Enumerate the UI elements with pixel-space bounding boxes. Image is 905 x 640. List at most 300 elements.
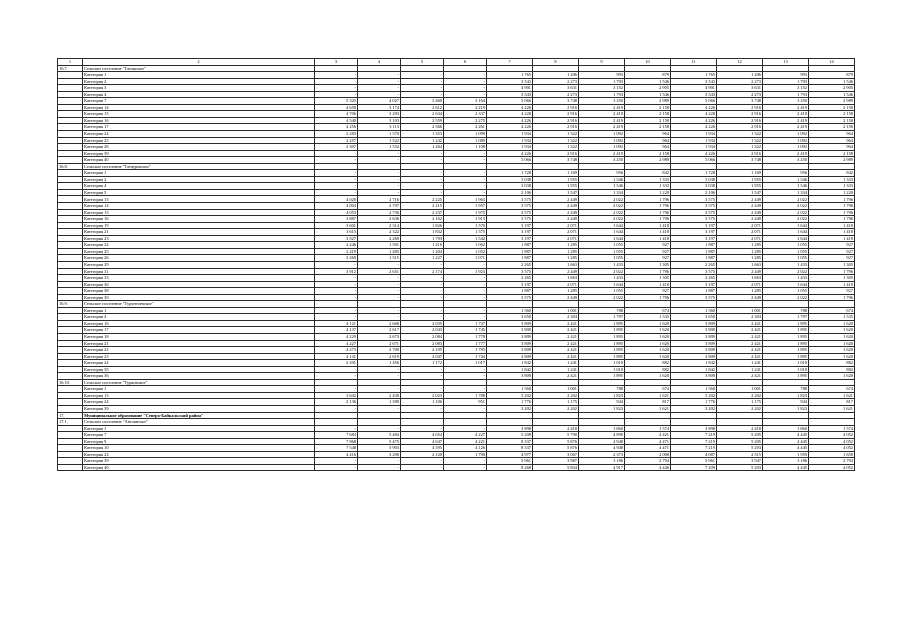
tariff-value: 1 887	[671, 288, 717, 295]
category-name: Категория 13	[83, 196, 315, 203]
tariff-value: 1 796	[809, 294, 855, 301]
category-name: Категория 14	[83, 104, 315, 111]
tariff-value: 1 560	[671, 307, 717, 314]
tariff-value: 2 449	[533, 209, 579, 216]
tariff-value: 2 035	[401, 320, 444, 327]
tariff-value: 1 305	[625, 275, 671, 282]
tariff-value: 2 307	[315, 144, 358, 151]
tariff-value: 3 293	[358, 111, 401, 118]
tariff-value: -	[315, 150, 358, 157]
tariff-value: 1 832	[401, 229, 444, 236]
category-name: Категория 1	[83, 425, 315, 432]
tariff-value: -	[401, 189, 444, 196]
tariff-value: 7 684	[315, 432, 358, 439]
tariff-value: 2 449	[717, 196, 763, 203]
tariff-value: 5 066	[671, 157, 717, 164]
tariff-value: 2 273	[717, 91, 763, 98]
tariff-value: 1 663	[717, 261, 763, 268]
tariff-value: 1 663	[533, 275, 579, 282]
tariff-value: 2 449	[717, 268, 763, 275]
tariff-value: 3 575	[487, 209, 533, 216]
tariff-value: 1 546	[809, 78, 855, 85]
tariff-value: -	[358, 294, 401, 301]
tariff-value: 3 575	[487, 268, 533, 275]
tariff-value: -	[401, 307, 444, 314]
tariff-value: 2 022	[579, 196, 625, 203]
tariff-value: 1 620	[625, 320, 671, 327]
tariff-value: 2 566	[401, 124, 444, 131]
tariff-value: 7 209	[671, 464, 717, 471]
tariff-value: 817	[809, 399, 855, 406]
tariff-value: 1 456	[358, 360, 401, 367]
tariff-value: -	[315, 183, 358, 190]
tariff-value: -	[315, 386, 358, 393]
tariff-value: 1 017	[444, 360, 487, 367]
tariff-value: 2 071	[533, 222, 579, 229]
tariff-value: 4 647	[401, 438, 444, 445]
column-number: 11	[671, 59, 717, 66]
tariff-value: 7 219	[671, 438, 717, 445]
category-name: Категория 16	[83, 320, 315, 327]
tariff-value: 1 333	[625, 176, 671, 183]
tariff-value: 1 418	[625, 281, 671, 288]
tariff-value: 4 658	[315, 104, 358, 111]
tariff-value: 2 071	[533, 229, 579, 236]
tariff-value: 2 136	[315, 399, 358, 406]
tariff-value: -	[315, 91, 358, 98]
tariff-value: 1 728	[487, 170, 533, 177]
tariff-value: 1 887	[671, 242, 717, 249]
tariff-value: 2 449	[533, 203, 579, 210]
tariff-value: 1 169	[717, 170, 763, 177]
tariff-value: 1 285	[717, 248, 763, 255]
tariff-value: 4 131	[315, 353, 358, 360]
tariff-value: -	[444, 373, 487, 380]
tariff-value: 5 961	[487, 458, 533, 465]
tariff-value: -	[358, 183, 401, 190]
section-code: 17.1.	[58, 419, 83, 426]
tariff-value: 1 227	[401, 255, 444, 262]
section-name: Муниципальное образование "Северо-Байкальский район"	[83, 412, 315, 419]
tariff-value: 2 449	[717, 209, 763, 216]
tariff-value: -	[315, 157, 358, 164]
tariff-value: 1 241	[533, 360, 579, 367]
category-name: Категория 15	[83, 111, 315, 118]
tariff-value: 1 552	[358, 144, 401, 151]
tariff-value: 1 765	[487, 72, 533, 79]
tariff-value: 4 229	[315, 333, 358, 340]
tariff-value: 1 887	[487, 248, 533, 255]
tariff-value: 1 052	[444, 248, 487, 255]
category-name: Категория 10	[83, 445, 315, 452]
tariff-value: 1 010	[763, 366, 809, 373]
tariff-value: 2 201	[315, 360, 358, 367]
tariff-value: 1 620	[625, 327, 671, 334]
tariff-value: 3 197	[671, 281, 717, 288]
tariff-value: 8 337	[487, 445, 533, 452]
tariff-value: -	[444, 170, 487, 177]
tariff-value: 4 445	[763, 438, 809, 445]
column-number: 9	[579, 59, 625, 66]
tariff-value: 3 748	[717, 98, 763, 105]
tariff-value: 956	[579, 170, 625, 177]
tariff-value: 3 809	[671, 373, 717, 380]
tariff-value: 1 001	[717, 307, 763, 314]
tariff-value: -	[315, 176, 358, 183]
tariff-value: 2 421	[533, 373, 579, 380]
tariff-value: 2 275	[444, 117, 487, 124]
category-name: Категория 13	[83, 392, 315, 399]
tariff-value: 2 905	[809, 85, 855, 92]
tariff-value: 1 546	[763, 183, 809, 190]
tariff-value: 3 631	[533, 85, 579, 92]
category-name: Категория 17	[83, 327, 315, 334]
tariff-value: 4 226	[671, 150, 717, 157]
tariff-value: 4 901	[671, 85, 717, 92]
tariff-value: 1 895	[579, 353, 625, 360]
category-name: Категория 24	[83, 360, 315, 367]
tariff-value: 1 575	[444, 229, 487, 236]
category-name: Категория 2	[83, 78, 315, 85]
tariff-value: 1 895	[763, 353, 809, 360]
tariff-value: 2 071	[717, 281, 763, 288]
category-name: Категория 21	[83, 229, 315, 236]
tariff-value: 1 959	[763, 451, 809, 458]
tariff-value: 964	[809, 131, 855, 138]
category-name: Категория 2	[83, 176, 315, 183]
category-name: Категория 26	[83, 144, 315, 151]
category-name: Категория 35	[83, 366, 315, 373]
tariff-value: 2 421	[717, 353, 763, 360]
category-name: Категория 39	[83, 458, 315, 465]
tariff-value: -	[444, 189, 487, 196]
tariff-value: 2 304	[533, 314, 579, 321]
tariff-value: 1 322	[533, 144, 579, 151]
tariff-value: 3 575	[487, 294, 533, 301]
tariff-value: 1 241	[717, 360, 763, 367]
tariff-value: 2 421	[533, 320, 579, 327]
tariff-value: -	[444, 294, 487, 301]
tariff-value: 1 895	[763, 320, 809, 327]
tariff-value: 1 106	[401, 399, 444, 406]
tariff-value: 3 809	[671, 327, 717, 334]
tariff-value: 1 887	[671, 248, 717, 255]
tariff-value: 3 174	[358, 104, 401, 111]
tariff-value: 1 546	[625, 91, 671, 98]
tariff-value: 2 373	[579, 451, 625, 458]
tariff-value: 1 560	[487, 386, 533, 393]
tariff-value: 2 257	[315, 137, 358, 144]
tariff-value: 2 449	[717, 216, 763, 223]
tariff-value: 674	[625, 386, 671, 393]
tariff-value: 2 736	[358, 209, 401, 216]
tariff-value: 4 126	[444, 445, 487, 452]
tariff-value: 3 947	[717, 458, 763, 465]
tariff-value: 3 197	[671, 222, 717, 229]
tariff-value: -	[401, 183, 444, 190]
tariff-value: 2 237	[401, 209, 444, 216]
tariff-value: 1 823	[579, 405, 625, 412]
tariff-value: -	[444, 314, 487, 321]
tariff-value: 1 055	[579, 248, 625, 255]
tariff-value: 2 322	[358, 229, 401, 236]
tariff-value: 4 446	[625, 464, 671, 471]
tariff-value: 4 228	[671, 111, 717, 118]
tariff-value: 927	[625, 248, 671, 255]
tariff-value: 2 008	[625, 451, 671, 458]
tariff-value: 1 620	[809, 320, 855, 327]
tariff-value: 1 010	[763, 360, 809, 367]
tariff-value: 2 047	[401, 353, 444, 360]
tariff-value: 1 895	[579, 373, 625, 380]
tariff-value: 2 215	[401, 203, 444, 210]
tariff-value: 3 575	[487, 216, 533, 223]
tariff-value: 1 895	[763, 347, 809, 354]
tariff-value: 2 158	[625, 117, 671, 124]
tariff-value: 2 418	[533, 425, 579, 432]
tariff-value: 1 055	[579, 255, 625, 262]
tariff-value: 4 540	[315, 117, 358, 124]
tariff-value: 3 250	[763, 157, 809, 164]
tariff-value: 2 449	[533, 196, 579, 203]
tariff-value: 2 022	[763, 209, 809, 216]
tariff-value: 2 916	[533, 104, 579, 111]
tariff-value: 2 916	[717, 111, 763, 118]
category-name: Категория 39	[83, 150, 315, 157]
tariff-value: -	[315, 458, 358, 465]
tariff-value: -	[444, 261, 487, 268]
tariff-value: 1 887	[487, 255, 533, 262]
tariff-value: 2 421	[533, 327, 579, 334]
tariff-value: 1 546	[579, 183, 625, 190]
section-code: 16.9.	[58, 301, 83, 308]
section-code: 16.8.	[58, 163, 83, 170]
tariff-value: 3 038	[487, 183, 533, 190]
tariff-value: 5 961	[671, 458, 717, 465]
tariff-value: 1 092	[579, 131, 625, 138]
tariff-value: 1 644	[579, 235, 625, 242]
tariff-value: 3 575	[671, 196, 717, 203]
tariff-value: 3 164	[444, 98, 487, 105]
tariff-value: 1 658	[809, 451, 855, 458]
tariff-value: 2 265	[671, 261, 717, 268]
category-name: Категория 29	[83, 261, 315, 268]
tariff-value: 1 826	[401, 222, 444, 229]
tariff-value: 1 620	[809, 340, 855, 347]
tariff-value: 4 052	[809, 464, 855, 471]
tariff-value: 5 066	[487, 98, 533, 105]
tariff-value: 1 895	[579, 327, 625, 334]
tariff-value: 788	[763, 386, 809, 393]
tariff-value: 1 241	[533, 366, 579, 373]
category-name: Категория 26	[83, 255, 315, 262]
tariff-value: 4 226	[487, 124, 533, 131]
tariff-value: 2 419	[579, 111, 625, 118]
tariff-value: 1 546	[579, 176, 625, 183]
tariff-value: 1 334	[763, 189, 809, 196]
tariff-value: 2 120	[401, 451, 444, 458]
tariff-value: 944	[763, 399, 809, 406]
tariff-value: -	[401, 281, 444, 288]
tariff-value: 1 823	[763, 405, 809, 412]
tariff-value: 1 055	[763, 242, 809, 249]
tariff-value: 2 158	[625, 150, 671, 157]
tariff-value: 1 535	[809, 314, 855, 321]
tariff-value: 3 543	[671, 78, 717, 85]
tariff-value: 1 620	[809, 333, 855, 340]
tariff-value: 1 644	[763, 281, 809, 288]
tariff-value: 1 934	[487, 144, 533, 151]
tariff-value: 3 152	[763, 85, 809, 92]
tariff-value: 3 543	[487, 91, 533, 98]
tariff-value: 3 809	[487, 327, 533, 334]
tariff-value: 4 004	[315, 203, 358, 210]
column-number: 12	[717, 59, 763, 66]
tariff-value: -	[358, 176, 401, 183]
tariff-value: 2 449	[533, 294, 579, 301]
tariff-value: -	[401, 157, 444, 164]
tariff-value: 1 923	[444, 268, 487, 275]
tariff-value: 1 887	[671, 255, 717, 262]
tariff-value: 4 256	[315, 124, 358, 131]
tariff-value: 4 471	[625, 445, 671, 452]
category-name: Категория 24	[83, 399, 315, 406]
tariff-value: -	[444, 366, 487, 373]
tariff-value: 1 796	[625, 209, 671, 216]
tariff-value: 879	[625, 72, 671, 79]
tariff-value: 1 175	[717, 399, 763, 406]
tariff-value: 788	[579, 307, 625, 314]
tariff-value: 1 620	[625, 333, 671, 340]
tariff-value: 3 650	[671, 314, 717, 321]
tariff-value: 964	[809, 144, 855, 151]
tariff-value: 1 547	[717, 189, 763, 196]
tariff-value: 5 475	[358, 438, 401, 445]
tariff-value: 2 022	[579, 203, 625, 210]
tariff-value: 1 621	[809, 392, 855, 399]
tariff-value: 4 221	[444, 438, 487, 445]
tariff-value: 1 934	[487, 131, 533, 138]
section-name: Сельское поселение "Турковское"	[83, 379, 315, 386]
tariff-value: -	[358, 91, 401, 98]
tariff-value: 1 322	[717, 144, 763, 151]
tariff-value: 1 418	[625, 229, 671, 236]
tariff-value: 7 219	[671, 432, 717, 439]
tariff-value: 2 265	[671, 275, 717, 282]
tariff-value: -	[315, 78, 358, 85]
tariff-value: 2 158	[809, 111, 855, 118]
tariff-value: 4 121	[315, 320, 358, 327]
tariff-value: 3 809	[487, 333, 533, 340]
tariff-value: -	[401, 176, 444, 183]
tariff-value: 4 226	[487, 104, 533, 111]
tariff-table	[57, 58, 855, 471]
tariff-value: -	[444, 281, 487, 288]
column-number: 1	[58, 59, 83, 66]
category-name: Категория 4	[83, 91, 315, 98]
tariff-value: 2 071	[533, 281, 579, 288]
tariff-value: 3 202	[487, 405, 533, 412]
table-row	[58, 464, 855, 471]
tariff-value: 2 269	[315, 255, 358, 262]
tariff-value: 4 087	[671, 451, 717, 458]
tariff-value: 2 905	[625, 85, 671, 92]
tariff-value: 2 158	[809, 104, 855, 111]
tariff-value: 2 419	[579, 117, 625, 124]
category-name: Категория 22	[83, 347, 315, 354]
tariff-value: 1 353	[401, 131, 444, 138]
tariff-value: 1 728	[671, 170, 717, 177]
category-name: Категория 14	[83, 203, 315, 210]
tariff-value: 993	[763, 72, 809, 79]
tariff-value: 882	[809, 360, 855, 367]
tariff-value: 5 834	[533, 464, 579, 471]
tariff-value: 964	[625, 144, 671, 151]
tariff-value: 1 842	[487, 360, 533, 367]
tariff-value: 2 421	[533, 333, 579, 340]
column-number: 10	[625, 59, 671, 66]
tariff-value: -	[358, 425, 401, 432]
tariff-value: 4 595	[401, 445, 444, 452]
tariff-value: 1 663	[717, 275, 763, 282]
tariff-value: 3 809	[671, 333, 717, 340]
tariff-value: 1 175	[533, 399, 579, 406]
tariff-value: 3 250	[763, 98, 809, 105]
tariff-value: 1 955	[717, 183, 763, 190]
tariff-value: 1 071	[444, 255, 487, 262]
category-name: Категория 36	[83, 281, 315, 288]
tariff-value: 3 987	[533, 458, 579, 465]
category-name: Категория 1	[83, 386, 315, 393]
tariff-value: 1 305	[809, 261, 855, 268]
tariff-value: 1 796	[625, 294, 671, 301]
tariff-value: -	[315, 366, 358, 373]
tariff-value: -	[444, 150, 487, 157]
category-name: Категория 19	[83, 222, 315, 229]
tariff-value: 1 285	[533, 288, 579, 295]
category-name: Категория 24	[83, 451, 315, 458]
tariff-value: 5 484	[358, 432, 401, 439]
tariff-value: 1 285	[717, 255, 763, 262]
tariff-value: 2 700	[358, 347, 401, 354]
tariff-value: 1 793	[579, 91, 625, 98]
category-name: Категория 17	[83, 124, 315, 131]
tariff-value: -	[444, 464, 487, 471]
tariff-value: -	[401, 91, 444, 98]
tariff-value: 3 575	[671, 203, 717, 210]
tariff-value: 1 574	[625, 425, 671, 432]
tariff-value: 2 314	[358, 222, 401, 229]
tariff-value: 7 548	[315, 445, 358, 452]
tariff-value: 1 895	[579, 320, 625, 327]
section-code: 17.	[58, 412, 83, 419]
tariff-value: 5 208	[487, 432, 533, 439]
tariff-value: 1 788	[444, 392, 487, 399]
tariff-value: 1 092	[763, 131, 809, 138]
tariff-value: 1 010	[579, 360, 625, 367]
tariff-value: 1 934	[671, 131, 717, 138]
category-name: Категория 7	[83, 432, 315, 439]
tariff-value: 4 890	[579, 432, 625, 439]
tariff-value: 4 053	[315, 209, 358, 216]
tariff-value: 1 285	[533, 242, 579, 249]
category-name: Категория 38	[83, 288, 315, 295]
category-name: Категория 1	[83, 307, 315, 314]
tariff-value: 3 650	[487, 314, 533, 321]
tariff-value: 4 226	[671, 117, 717, 124]
tariff-value: 1 745	[444, 327, 487, 334]
tariff-value: 4 226	[487, 150, 533, 157]
